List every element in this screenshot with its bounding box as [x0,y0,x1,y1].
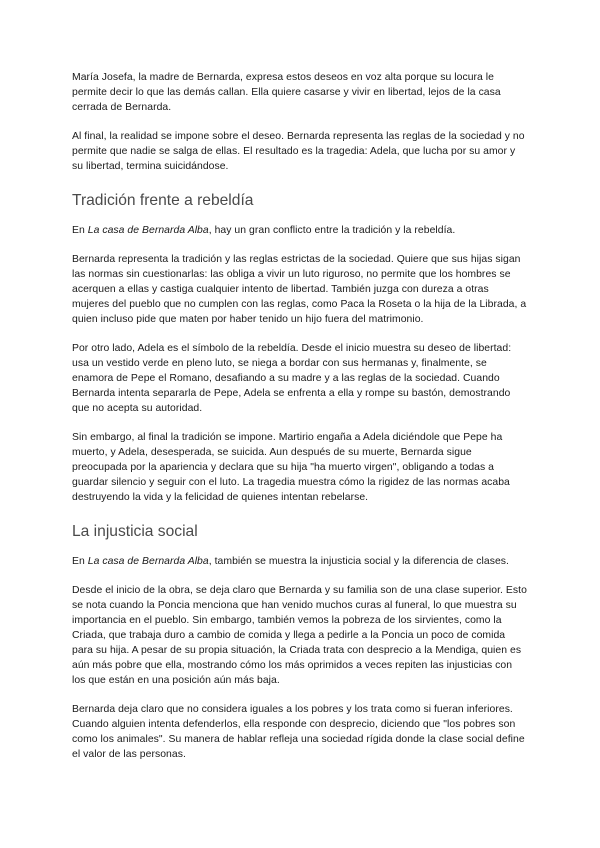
paragraph-clase-superior: Desde el inicio de la obra, se deja claro que Bernarda y su familia son de una clase superior. Esto se nota cuando la Poncia menciona que han venido muchos curas al funeral, lo que muestra su importancia en el pueblo. Sin embargo, también vemos la pobreza de los sirvientes, como la Criada, que trabaja duro a cambio de comida y llega a pedirle a la Poncia un poco de comida para su hija. A pesar de su propia situación, la Criada trata con desprecio a la Mendiga, quien es aún más pobre que ella, mostrando cómo los más oprimidos a veces repiten las injusticias con los que están en una posición aún más baja. [72,585,527,686]
heading-tradicion-rebeldia: Tradición frente a rebeldía [72,192,254,209]
text-run: En [72,556,88,567]
paragraph-bernarda-tradicion: Bernarda representa la tradición y las reglas estrictas de la sociedad. Quiere que sus hijas sigan las normas sin cuestionarlas: las obliga a vivir un luto riguroso, no permite que los hombres se acerquen a ellas y castiga cualquier intento de libertad. También juzga con dureza a otras mujeres del pueblo que no cumplen con las reglas, como Paca la Roseta o la hija de la Librada, a quien incluso pide que maten por haber tenido un hijo fuera del matrimonio. [72,254,527,325]
paragraph-adela-rebeldia: Por otro lado, Adela es el símbolo de la rebeldía. Desde el inicio muestra su deseo de libertad: usa un vestido verde en pleno luto, se niega a bordar con sus hermanas y, finalmente, se enamora de Pepe el Romano, desafiando a su madre y a las reglas de la sociedad. Cuando Bernarda intenta separarla de Pepe, Adela se enfrenta a ella y rompe su bastón, demostrando que no acepta su autoridad. [72,343,512,414]
text-run: , también se muestra la injusticia social y la diferencia de clases. [208,556,509,567]
text-run: En [72,225,88,236]
text-run: , hay un gran conflicto entre la tradición y la rebeldía. [208,225,456,236]
paragraph-tradicion-se-impone: Sin embargo, al final la tradición se impone. Martirio engaña a Adela diciéndole que Pepe ha muerto, y Adela, desesperada, se suicida. Aun después de su muerte, Bernarda sigue preocupada por la apariencia y declara que su hija "ha muerto virgen", obligando a todas a guardar silencio y seguir con el luto. La tragedia muestra cómo la rigidez de las normas acaba destruyendo la vida y la felicidad de quienes intentan rebelarse. [72,432,510,503]
book-title: La casa de Bernarda Alba [87,225,209,236]
paragraph-maria-josefa: María Josefa, la madre de Bernarda, expresa estos deseos en voz alta porque su locura le permite decir lo que las demás callan. Ella quiere casarse y vivir en libertad, lejos de la casa cerrada de Bernarda. [72,72,501,113]
paragraph-gran-conflicto [72,223,528,238]
paragraph-pobres-inferiores: Bernarda deja claro que no considera iguales a los pobres y los trata como si fueran inferiores. Cuando alguien intenta defenderlos, ella responde con desprecio, diciendo que "los pobres son como los animales". Su manera de hablar refleja una sociedad rígida donde la clase social define el valor de las personas. [72,704,525,760]
paragraph-injusticia-intro [72,554,528,569]
heading-injusticia-social: La injusticia social [72,523,198,540]
book-title: La casa de Bernarda Alba [87,556,209,567]
paragraph-realidad-se-impone: Al final, la realidad se impone sobre el deseo. Bernarda representa las reglas de la sociedad y no permite que nadie se salga de ellas. El resultado es la tragedia: Adela, que lucha por su amor y su libertad, termina suicidándose. [72,131,525,172]
